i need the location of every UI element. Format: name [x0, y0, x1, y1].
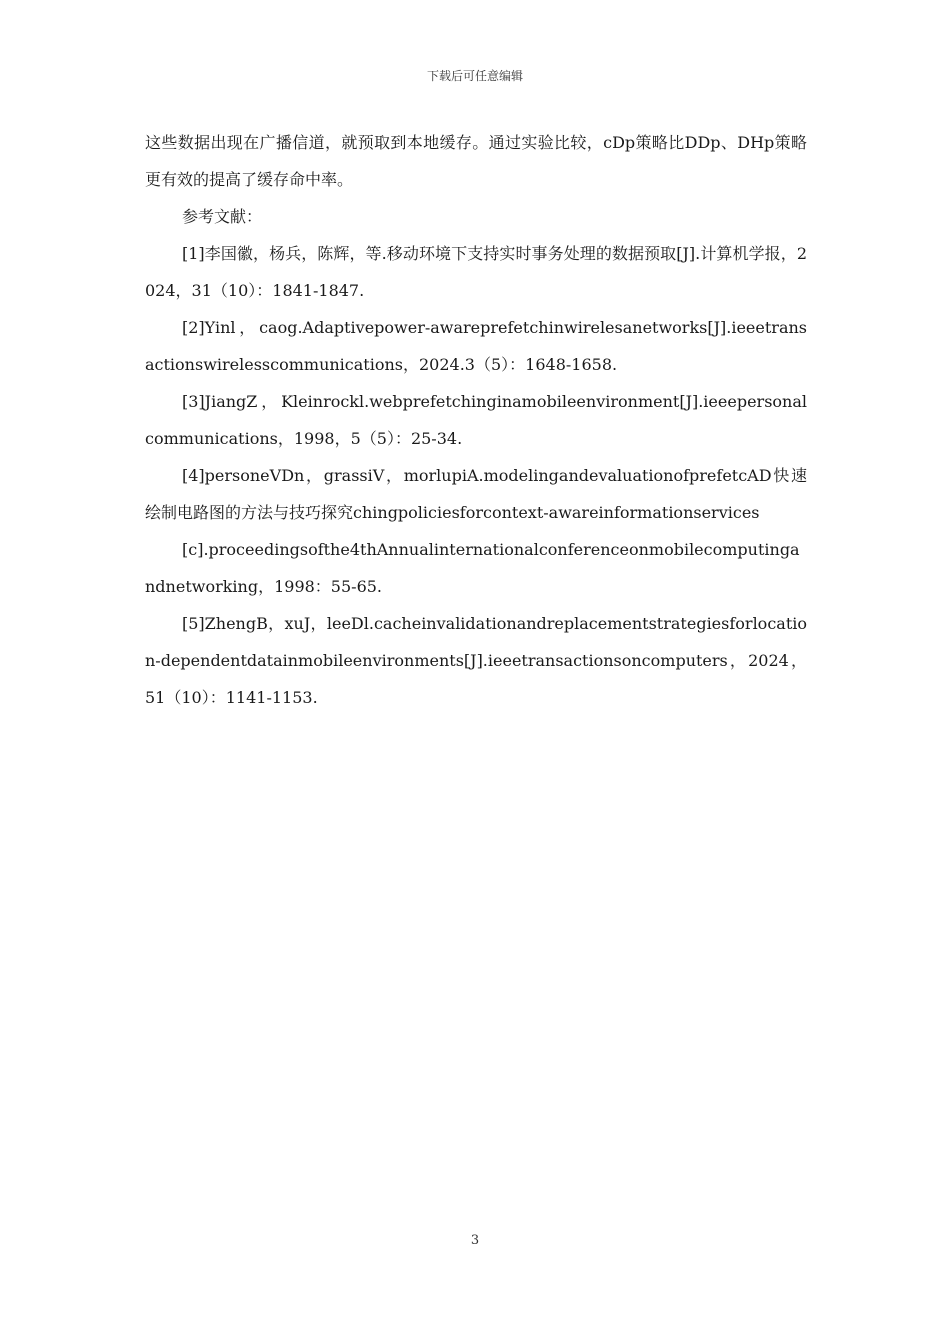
- reference-item: [3]JiangZ，Kleinrockl.webprefetchinginamobileenvironment[J].ieeepersonalcommunications，1998，5（5）：25-34.: [145, 392, 807, 448]
- page-number: 3: [470, 1233, 480, 1248]
- reference-item: [1]李国徽，杨兵，陈辉，等.移动环境下支持实时事务处理的数据预取[J].计算机学报，2024，31（10）：1841-1847.: [145, 244, 807, 300]
- page-header: 下载后可任意编辑: [426, 69, 523, 83]
- body-paragraph: 这些数据出现在广播信道，就预取到本地缓存。通过实验比较，cDp策略比DDp、DHp策略更有效的提高了缓存命中率。: [145, 133, 807, 189]
- reference-item: [5]ZhengB，xuJ，leeDl.cacheinvalidationandreplacementstrategiesforlocation-dependentdatainmobileenvironments[J].ieeetransactionsoncomputers，2024，51（10）：1141-1153.: [145, 614, 808, 707]
- reference-item: [4]personeVDn，grassiV，morlupiA.modelingandevaluationofprefetcAD快速绘制电路图的方法与技巧探究chingpoliciesforcontext-awareinformationservices: [145, 466, 807, 522]
- references-heading: 参考文献：: [182, 207, 263, 226]
- document-body: [145, 124, 807, 716]
- reference-item: [c].proceedingsofthe4thAnnualinternationalconferenceonmobilecomputingandnetworking，1998：55-65.: [145, 540, 800, 596]
- reference-item: [2]Yinl，caog.Adaptivepower-awareprefetchinwirelesanetworks[J].ieeetransactionswirelesscommunications，2024.3（5）：1648-1658.: [145, 318, 807, 374]
